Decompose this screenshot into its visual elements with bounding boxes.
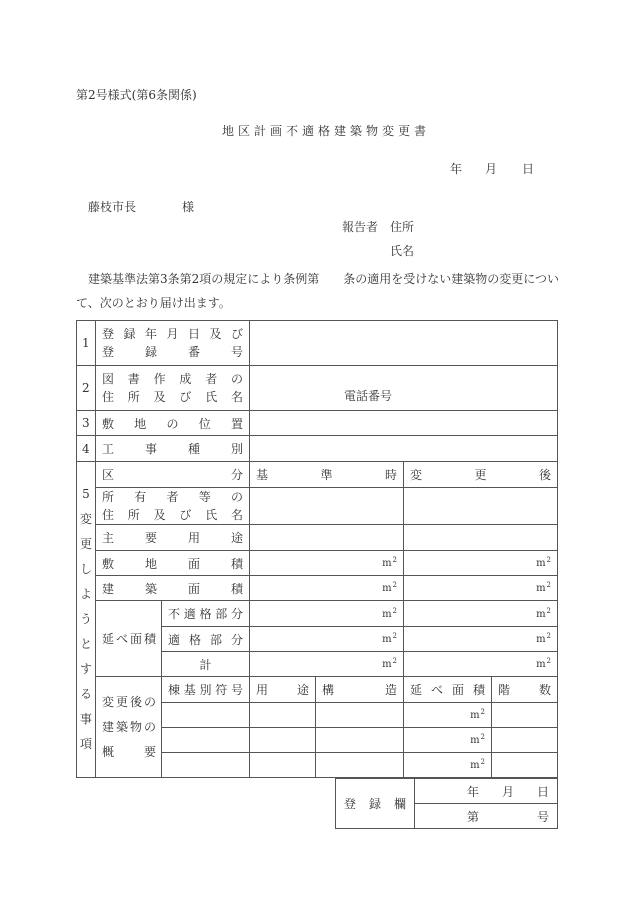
floor-area-input[interactable] [404,703,492,728]
structure-input[interactable] [316,728,404,753]
side-label-char: 5 [82,487,90,501]
label-char: 地 [134,416,147,431]
reporter-address-label: 住所 [390,220,415,234]
overview-label-line: 変更後の [102,695,159,709]
square-meter-unit [470,759,485,773]
label-char: 年 [145,327,158,341]
label-char: 途 [231,531,244,545]
structure-input[interactable] [316,703,404,728]
label-char: の [166,416,179,431]
label-char: 後 [538,468,551,482]
square-meter-unit [536,608,551,622]
label-char: 氏 [205,508,218,522]
unit-exponent: 2 [546,606,552,615]
drawer-info-input[interactable] [250,366,558,411]
structure-input[interactable] [316,753,404,778]
unit-base: m [382,634,392,645]
col-use [250,677,316,703]
side-label-char: し [79,562,92,576]
building-code-input[interactable] [162,728,250,753]
unit-exponent: 2 [392,606,398,615]
label-char: 所 [127,390,140,404]
label-char: 適 [168,632,181,647]
change-report-table [76,320,558,778]
label-char: 分 [231,632,244,647]
main-use-after-input[interactable] [404,525,558,551]
label-char: 適 [183,607,196,621]
label-char: 用 [188,531,201,545]
label-char: 録 [368,797,381,811]
label-char: 図 [102,372,115,386]
reporter-name-label: 氏名 [390,244,415,258]
label-char: び [231,327,244,341]
main-use-label [96,525,250,551]
label-char: 及 [153,508,166,522]
row-label [96,411,250,436]
label-char: 月 [166,327,179,341]
unit-base: m [382,659,392,670]
header-base [250,462,404,488]
label-char: 住 [102,508,115,522]
conforming-label [162,627,250,652]
total-after-input[interactable] [404,652,558,677]
overview-label-line: 概 要 [102,745,159,759]
label-char: 築 [145,581,158,596]
label-char: 造 [385,683,398,697]
label-char: 時 [384,468,397,482]
intro-line-1: 建築基準法第3条第2項の規定により条例第 条の適用を受けない建築物の変更につい [88,272,560,286]
building-code-input[interactable] [162,753,250,778]
registration-date-input[interactable] [250,321,558,366]
row-floor-area-nonconforming [77,601,558,627]
label-char: の [231,490,244,504]
label-char: 階 [498,683,511,697]
unit-exponent: 2 [392,632,398,640]
total-base-input[interactable] [250,652,404,677]
total-label: 計 [162,652,250,677]
label-char: 工 [102,442,115,456]
label-char: 所 [127,508,140,522]
unit-exponent: 2 [546,581,552,589]
square-meter-unit [382,633,397,647]
nonconforming-base-input[interactable] [250,601,404,627]
floor-area-input[interactable] [404,753,492,778]
unit-base: m [470,735,480,746]
unit-exponent: 2 [546,556,552,564]
label-char: 登 [102,345,115,359]
square-meter-unit [382,557,397,571]
site-area-base-input[interactable] [250,551,404,576]
building-area-base-input[interactable] [250,576,404,601]
stories-input[interactable] [492,753,558,778]
conforming-after-input[interactable] [404,627,558,652]
unit-base: m [382,583,392,594]
square-meter-unit [470,709,485,723]
unit-base: m [382,558,392,569]
row-registration-date [77,321,558,366]
unit-exponent: 2 [546,632,552,640]
label-char: 事 [145,442,158,456]
label-char: 敷 [102,416,115,431]
label-char: 符 [215,683,228,697]
label-char: 年 [467,784,480,799]
unit-base: m [536,583,546,594]
site-area-after-input[interactable] [404,551,558,576]
side-label-char: う [79,612,92,626]
label-char: 部 [210,632,223,647]
label-char: 建 [102,581,115,596]
building-area-label [96,576,250,601]
unit-base: m [382,608,392,620]
side-label-char: と [79,637,92,651]
label-char: 者 [205,372,218,386]
label-char: 欄 [393,797,406,811]
row-label [96,436,250,462]
label-char: 区 [102,468,115,482]
document-title: 地区計画不適格建築物変更書 [222,124,431,138]
label-char: 数 [539,683,552,697]
date-year: 年 [450,162,463,176]
label-char: 面 [188,581,201,596]
label-char: 棟 [168,683,181,697]
label-char: 置 [231,416,244,431]
row-site-area [77,551,558,576]
label-char: 別 [199,683,212,697]
square-meter-unit [536,658,551,672]
label-char: 構 [322,683,335,697]
label-char: 録 [145,345,158,359]
stories-input[interactable] [492,728,558,753]
label-char: 分 [231,468,244,482]
label-char: 書 [127,372,140,386]
label-char: 種 [188,442,201,456]
square-meter-unit [382,582,397,596]
label-char: 氏 [205,390,218,404]
label-char: 積 [231,556,244,571]
col-floor-area [404,677,492,703]
square-meter-unit [382,608,397,622]
owner-after-input[interactable] [404,488,558,525]
unit-base: m [536,659,546,670]
unit-base: m [470,760,480,771]
label-char: 号 [231,345,244,359]
side-label-char: 変 [79,512,92,526]
unit-exponent: 2 [392,581,398,589]
label-char: 有 [134,490,147,504]
side-label-char: 事 [79,712,92,726]
overview-label [96,677,162,778]
nonconforming-after-input[interactable] [404,601,558,627]
label-char: 別 [231,442,244,456]
floor-area-input[interactable] [404,728,492,753]
label-char: 地 [145,556,158,571]
label-char: 号 [231,683,244,697]
label-char: 基 [256,468,269,482]
conforming-base-input[interactable] [250,627,404,652]
label-char: 及 [209,327,222,341]
row-work-type [77,436,558,462]
side-label-char: 項 [79,737,92,751]
label-char: 日 [536,784,549,799]
label-char: 途 [297,683,310,697]
side-label-char: る [79,687,92,701]
overview-header-row [77,677,558,703]
label-char: 住 [102,390,115,404]
label-char: 成 [179,372,192,386]
site-location-input[interactable] [250,411,558,436]
label-char: 要 [145,531,158,545]
unit-exponent: 2 [480,758,486,766]
unit-base: m [536,558,546,569]
label-char: 変 [410,468,423,482]
label-char: 敷 [102,556,115,571]
unit-exponent: 2 [480,733,486,741]
label-char: 部 [215,607,228,621]
row-site-location [77,411,558,436]
label-char: 基 [183,683,196,697]
use-input[interactable] [250,753,316,778]
work-type-input[interactable] [250,436,558,462]
row-drawer-info [77,366,558,411]
header-after [404,462,558,488]
label-char: 登 [102,327,115,341]
row-number: 2 [77,366,96,411]
date-day: 日 [522,162,535,176]
unit-base: m [536,608,546,620]
row-number: 4 [77,436,96,462]
label-char: 更 [474,468,487,482]
label-char: 主 [102,531,115,545]
label-char: 所 [102,490,115,504]
label-char: 積 [231,581,244,596]
label-char: の [230,372,243,386]
section5-header-row [77,462,558,488]
registration-label [336,779,415,829]
label-char: 面 [188,556,201,571]
addressee-honorific: 様 [182,200,195,214]
label-char: 日 [188,327,201,341]
nonconforming-label [162,601,250,627]
stories-input[interactable] [492,703,558,728]
unit-exponent: 2 [392,657,398,665]
row-label [96,321,250,366]
floor-area-label: 延べ面積 [96,601,162,677]
use-input[interactable] [250,728,316,753]
side-label-char: 更 [79,537,92,551]
row-main-use [77,525,558,551]
square-meter-unit [536,582,551,596]
row-number: 1 [77,321,96,366]
registration-date[interactable] [415,779,558,804]
registration-box [335,778,558,829]
label-char: 用 [256,683,269,697]
label-char: 格 [189,632,202,647]
label-char: 積 [472,683,485,697]
label-char: 作 [153,372,166,386]
site-area-label [96,551,250,576]
square-meter-unit [536,633,551,647]
intro-line-2: て、次のとおり届け出ます。 [76,296,231,310]
label-char: 位 [198,416,211,431]
main-use-base-input[interactable] [250,525,404,551]
unit-base: m [536,634,546,645]
label-char: 格 [199,607,212,621]
side-label-char: よ [79,587,92,601]
section5-side-label [77,462,96,778]
overview-label-line: 建築物の [102,720,159,734]
reporter-label: 報告者 [342,220,379,234]
unit-exponent: 2 [546,657,552,665]
building-area-after-input[interactable] [404,576,558,601]
label-char: 者 [166,490,179,504]
label-char: 名 [230,390,243,404]
row-owner [77,488,558,525]
col-building-code [162,677,250,703]
row-label [96,366,250,411]
label-char: 及 [153,390,166,404]
row-building-area [77,576,558,601]
label-char: 録 [123,327,136,341]
col-stories [492,677,558,703]
row-number: 3 [77,411,96,436]
label-char: 面 [451,683,464,697]
unit-exponent: 2 [480,708,486,716]
square-meter-unit [470,734,485,748]
label-char: 名 [230,508,243,522]
unit-base: m [470,710,480,721]
unit-exponent: 2 [392,556,398,564]
label-char: び [179,390,192,404]
building-code-input[interactable] [162,703,250,728]
label-char: 第 [467,809,480,824]
label-char: 延 [410,683,423,697]
square-meter-unit [382,658,397,672]
label-char: べ [431,683,444,697]
registration-number[interactable] [415,804,558,829]
addressee-name: 藤枝市長 [88,200,137,214]
label-char: 分 [231,607,244,621]
form-number: 第2号様式(第6条関係) [76,88,197,102]
label-char: び [179,508,192,522]
phone-label: 電話番号 [344,389,393,403]
col-structure [316,677,404,703]
header-category [96,462,250,488]
label-char: 準 [320,468,333,482]
side-label-char: す [79,662,92,676]
label-char: 不 [168,607,181,621]
owner-label [96,488,250,525]
owner-base-input[interactable] [250,488,404,525]
date-month: 月 [485,162,498,176]
label-char: 号 [536,809,549,824]
use-input[interactable] [250,703,316,728]
label-char: 番 [188,345,201,359]
square-meter-unit [536,557,551,571]
label-char: 等 [198,490,211,504]
label-char: 月 [501,784,514,799]
label-char: 登 [344,797,357,811]
